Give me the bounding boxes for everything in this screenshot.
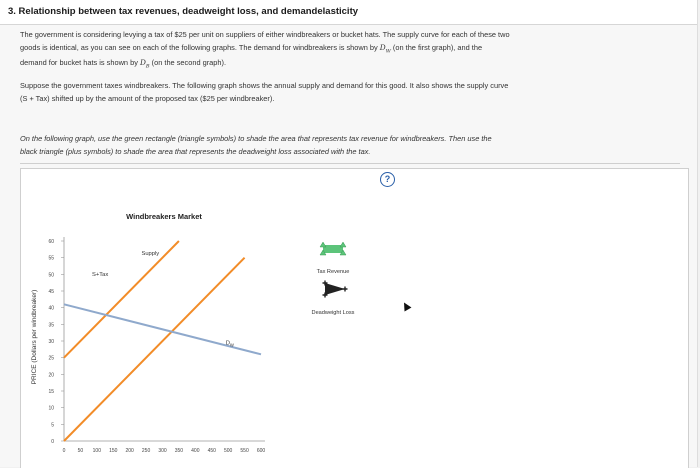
y-tick-label: 40 — [48, 305, 54, 312]
tax-revenue-tool[interactable] — [317, 242, 350, 275]
x-tick-label: 500 — [223, 448, 233, 454]
y-tick-label: 55 — [48, 255, 54, 262]
triangle-icon — [320, 242, 326, 247]
y-tick-label: 45 — [48, 289, 54, 295]
curves[interactable] — [64, 241, 261, 441]
y-tick-label: 0 — [51, 439, 54, 445]
tax-revenue-swatch[interactable] — [323, 245, 343, 253]
curve-label-2: $D_W$ — [225, 340, 234, 348]
y-tick-label: 10 — [48, 405, 54, 412]
windbreakers-chart[interactable] — [21, 169, 688, 468]
y-tick-label: 20 — [48, 372, 54, 379]
y-axis-label: PRICE (Dollars per windbreaker) — [31, 289, 38, 385]
y-tick-label: 15 — [48, 389, 54, 395]
x-tick-label: 50 — [77, 448, 84, 454]
x-tick-label: 100 — [92, 448, 102, 454]
tool-palette[interactable] — [312, 242, 355, 316]
deadweight-loss-tool[interactable] — [312, 281, 355, 317]
help-icon[interactable]: ? — [380, 172, 395, 187]
curve-label-1: S+Tax — [91, 272, 109, 278]
y-tick-label: 35 — [48, 322, 54, 329]
y-tick-label: 50 — [48, 272, 54, 279]
x-tick-label: 0 — [62, 448, 66, 454]
intro-paragraph: The government is considering levying a tax of $25 per unit on suppliers of either windbreakers or bucket hats. The supply curve for each of these two goods is identical, as you can see on each of the following graphs. The demand for windbreakers is shown by $D_W$ (on the first graph), and the demand for bucket hats is shown by $D_B$ (on the second graph). — [20, 30, 510, 70]
curve-0[interactable] — [64, 258, 245, 441]
x-tick-label: 600 — [256, 448, 266, 454]
question-header — [0, 0, 697, 25]
graph-panel — [20, 168, 689, 468]
x-tick-label: 450 — [207, 448, 216, 454]
curve-label-0: Supply — [141, 251, 160, 257]
x-tick-label: 250 — [141, 448, 151, 454]
instruction-paragraph: On the following graph, use the green rectangle (triangle symbols) to shade the area that represents tax revenue for windbreakers. Then use the black triangle (plus symbols) to shade the area that represents the deadweight loss associated with the tax. — [20, 134, 492, 156]
divider — [20, 163, 680, 164]
x-tick-label: 550 — [240, 448, 249, 454]
x-tick-label: 200 — [125, 448, 134, 454]
y-tick-label: 25 — [48, 355, 54, 362]
deadweight-loss-swatch[interactable] — [325, 283, 345, 295]
curve-1[interactable] — [64, 241, 179, 358]
x-tick-label: 300 — [158, 448, 167, 454]
curve-labels — [92, 251, 234, 347]
y-tick-label: 30 — [48, 339, 54, 345]
tax-revenue-label: Tax Revenue — [316, 269, 350, 275]
x-tick-label: 150 — [109, 448, 118, 454]
y-tick-label: 60 — [48, 239, 54, 245]
triangle-icon — [340, 242, 346, 247]
tax-paragraph: Suppose the government taxes windbreakers. The following graph shows the annual supply and demand for this good. It also shows the supply curve (S + Tax) shifted up by the amount of the proposed tax ($25 per windbreaker). — [20, 81, 509, 103]
y-tick-label: 5 — [51, 422, 54, 429]
chart-title: Windbreakers Market — [126, 212, 202, 221]
deadweight-loss-label: Deadweight Loss — [311, 310, 355, 316]
x-tick-label: 400 — [191, 448, 200, 454]
question-title: 3. Relationship between tax revenues, deadweight loss, and demandelasticity — [8, 6, 359, 17]
plus-icon — [343, 287, 348, 292]
x-tick-label: 350 — [174, 448, 184, 454]
